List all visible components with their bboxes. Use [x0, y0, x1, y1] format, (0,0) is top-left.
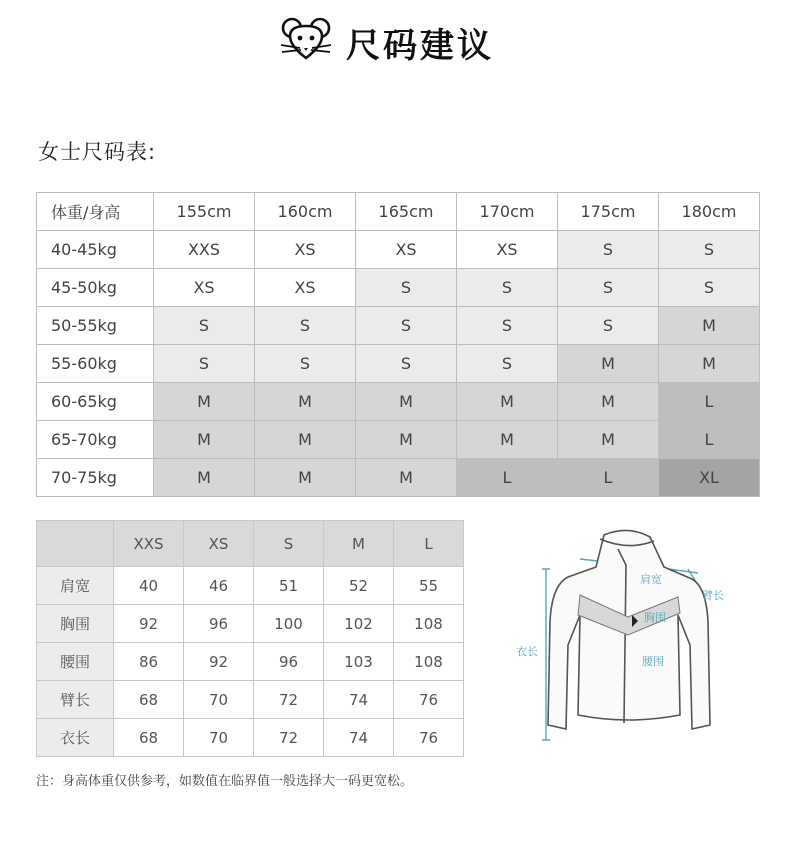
size-cell: XS [255, 269, 356, 307]
measurement-value-cell: 46 [184, 567, 254, 605]
section-subtitle: 女士尺码表: [38, 140, 157, 164]
measurement-value-cell: 102 [324, 605, 394, 643]
measurement-value-cell: 68 [114, 681, 184, 719]
measurement-value-cell: 40 [114, 567, 184, 605]
measurement-value-cell: 51 [254, 567, 324, 605]
table-row [37, 383, 760, 421]
measurement-table [36, 520, 464, 757]
table-row [37, 421, 760, 459]
measurement-value-cell: 68 [114, 719, 184, 757]
measurement-value-cell: 76 [394, 719, 464, 757]
weight-cell: 70-75kg [37, 459, 154, 497]
measurement-label-cell: 胸围 [37, 605, 114, 643]
size-header-cell: XXS [114, 521, 184, 567]
size-cell: M [154, 459, 255, 497]
size-cell: L [659, 383, 760, 421]
table-row [37, 605, 464, 643]
table-row [37, 567, 464, 605]
height-header-cell: 175cm [558, 193, 659, 231]
size-cell: M [255, 459, 356, 497]
mouse-head-icon [278, 12, 334, 68]
corner-cell: 体重/身高 [37, 193, 154, 231]
measurement-value-cell: 92 [184, 643, 254, 681]
table-row [37, 345, 760, 383]
size-cell: M [356, 421, 457, 459]
size-recommendation-table [36, 192, 760, 497]
measurement-value-cell: 70 [184, 681, 254, 719]
size-cell: M [255, 383, 356, 421]
size-cell: S [457, 345, 558, 383]
footnote: 注：身高体重仅供参考，如数值在临界值一般选择大一码更宽松。 [36, 774, 414, 789]
table-row [37, 681, 464, 719]
measurement-label-cell: 肩宽 [37, 567, 114, 605]
table-row [37, 307, 760, 345]
measurement-value-cell: 52 [324, 567, 394, 605]
size-cell: L [558, 459, 659, 497]
size-cell: S [154, 345, 255, 383]
measurement-label-cell: 臂长 [37, 681, 114, 719]
size-cell: M [154, 421, 255, 459]
table-row [37, 719, 464, 757]
size-cell: M [154, 383, 255, 421]
measurement-value-cell: 86 [114, 643, 184, 681]
size-cell: M [659, 345, 760, 383]
measurement-value-cell: 100 [254, 605, 324, 643]
size-cell: S [558, 307, 659, 345]
height-header-cell: 160cm [255, 193, 356, 231]
size-cell: S [255, 307, 356, 345]
diagram-label-length: 衣长 [516, 645, 538, 658]
table-row [37, 459, 760, 497]
table-header-row [37, 521, 464, 567]
size-cell: M [558, 345, 659, 383]
diagram-label-chest: 胸围 [644, 611, 666, 624]
measurement-value-cell: 96 [254, 643, 324, 681]
size-cell: M [356, 459, 457, 497]
measurement-value-cell: 72 [254, 719, 324, 757]
size-cell: M [558, 383, 659, 421]
size-cell: M [659, 307, 760, 345]
measurement-label-cell: 腰围 [37, 643, 114, 681]
size-cell: S [356, 269, 457, 307]
measurement-value-cell: 108 [394, 605, 464, 643]
measurement-value-cell: 108 [394, 643, 464, 681]
size-cell: S [659, 269, 760, 307]
weight-cell: 50-55kg [37, 307, 154, 345]
height-header-cell: 155cm [154, 193, 255, 231]
weight-cell: 60-65kg [37, 383, 154, 421]
measurement-value-cell: 74 [324, 719, 394, 757]
size-cell: XS [457, 231, 558, 269]
size-cell: XS [154, 269, 255, 307]
measurement-value-cell: 72 [254, 681, 324, 719]
size-cell: S [457, 307, 558, 345]
table-row [37, 643, 464, 681]
height-header-cell: 180cm [659, 193, 760, 231]
size-cell: L [457, 459, 558, 497]
size-cell: M [457, 421, 558, 459]
size-cell: S [659, 231, 760, 269]
size-cell: S [558, 231, 659, 269]
size-cell: S [356, 345, 457, 383]
size-cell: M [356, 383, 457, 421]
weight-cell: 55-60kg [37, 345, 154, 383]
size-cell: S [457, 269, 558, 307]
size-cell: S [154, 307, 255, 345]
size-cell: XXS [154, 231, 255, 269]
page-title: 尺码建议 [346, 26, 494, 66]
size-cell: M [457, 383, 558, 421]
measurement-value-cell: 92 [114, 605, 184, 643]
table-row [37, 269, 760, 307]
diagram-label-waist: 腰围 [642, 655, 664, 668]
measurement-value-cell: 55 [394, 567, 464, 605]
measurement-value-cell: 76 [394, 681, 464, 719]
diagram-label-arm: 臂长 [702, 589, 724, 602]
size-header-cell: S [254, 521, 324, 567]
size-cell: M [255, 421, 356, 459]
measurement-value-cell: 70 [184, 719, 254, 757]
jacket-diagram-icon [508, 525, 748, 750]
size-cell: S [558, 269, 659, 307]
size-header-cell: XS [184, 521, 254, 567]
height-header-cell: 170cm [457, 193, 558, 231]
header [0, 8, 790, 68]
weight-cell: 65-70kg [37, 421, 154, 459]
size-cell: XS [255, 231, 356, 269]
height-header-cell: 165cm [356, 193, 457, 231]
weight-cell: 45-50kg [37, 269, 154, 307]
measurement-value-cell: 103 [324, 643, 394, 681]
table-row [37, 231, 760, 269]
size-cell: S [356, 307, 457, 345]
table-header-row [37, 193, 760, 231]
size-cell: M [558, 421, 659, 459]
measurement-label-cell: 衣长 [37, 719, 114, 757]
corner-cell [37, 521, 114, 567]
diagram-label-shoulder: 肩宽 [640, 573, 662, 586]
measurement-value-cell: 74 [324, 681, 394, 719]
size-header-cell: L [394, 521, 464, 567]
size-cell: L [659, 421, 760, 459]
size-cell: XS [356, 231, 457, 269]
size-header-cell: M [324, 521, 394, 567]
size-cell: XL [659, 459, 760, 497]
weight-cell: 40-45kg [37, 231, 154, 269]
measurement-value-cell: 96 [184, 605, 254, 643]
size-cell: S [255, 345, 356, 383]
